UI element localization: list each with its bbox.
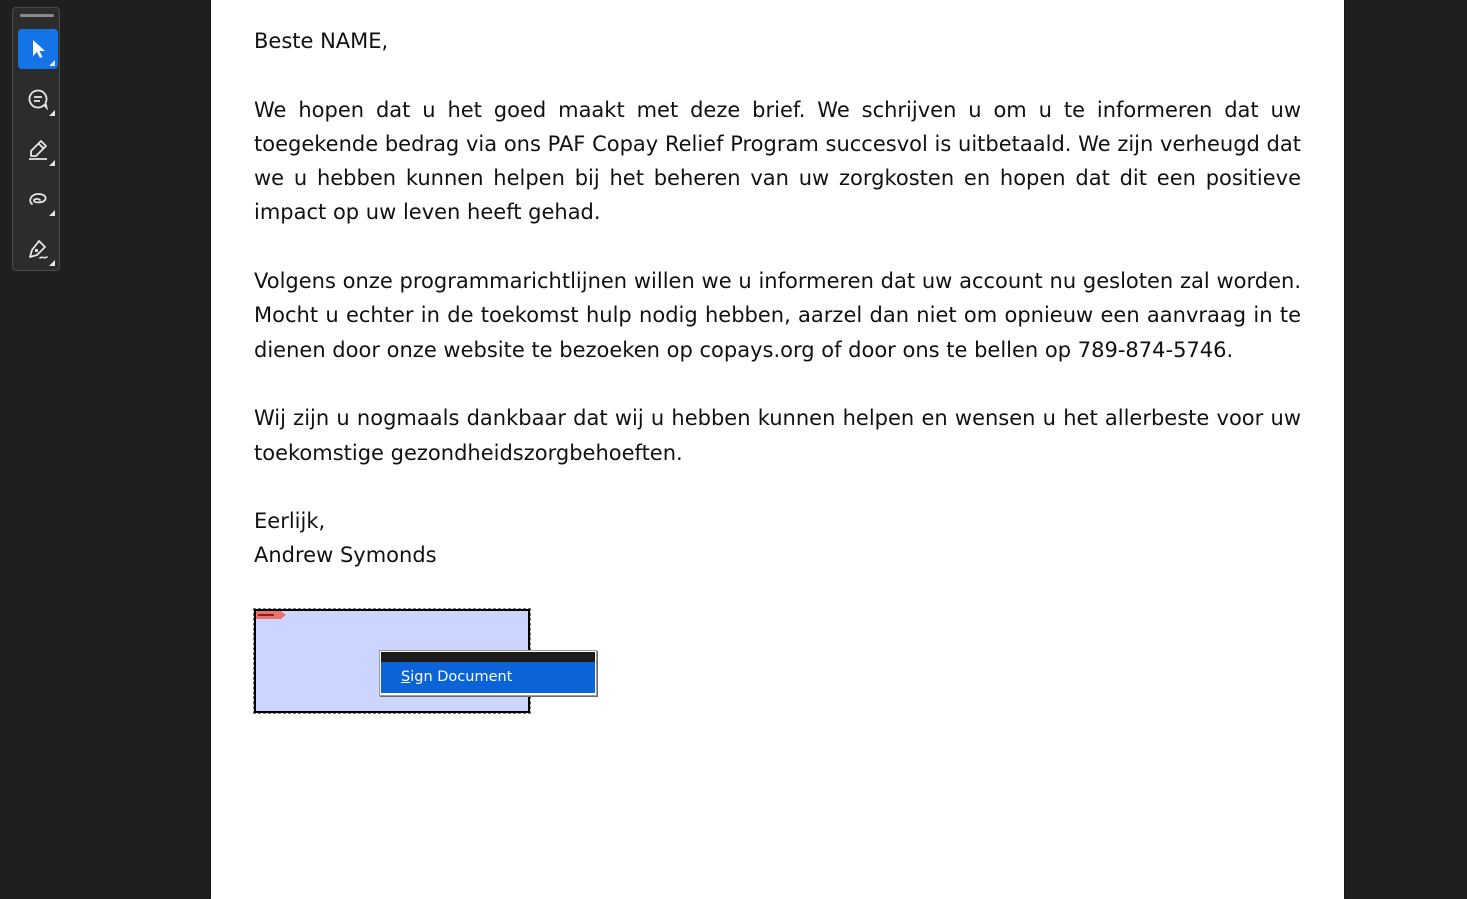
sign-tool-button[interactable] — [18, 229, 58, 269]
tool-menu-corner — [49, 210, 55, 216]
arrow-pointer-icon — [26, 37, 50, 61]
draw-tool-button[interactable] — [18, 179, 58, 219]
letter-closing: Eerlijk, — [254, 509, 326, 534]
menu-item-label: ign Document — [410, 669, 513, 685]
highlight-tool-button[interactable] — [18, 129, 58, 169]
comment-tool-button[interactable] — [18, 79, 58, 119]
comment-icon — [26, 87, 50, 111]
tool-menu-corner — [49, 260, 55, 266]
pen-sign-icon — [26, 237, 50, 261]
sign-document-menu-item[interactable] — [381, 662, 595, 693]
tool-palette — [12, 7, 60, 271]
tool-menu-corner — [49, 110, 55, 116]
document-page — [211, 0, 1344, 899]
tool-menu-corner — [49, 60, 55, 66]
letter-greeting: Beste NAME, — [254, 29, 389, 53]
pen-highlight-icon — [26, 137, 50, 161]
signature-flag-icon — [256, 611, 286, 619]
context-menu — [379, 650, 597, 696]
letter-paragraph: We hopen dat u het goed maakt met deze brief. We schrijven u om u te informeren dat uw toegekende bedrag via ons PAF Copay Relief Program succesvol is uitbetaald. We zijn verheugd dat we u hebben kunnen helpen bij het beheren van uw zorgkosten en hopen dat dit een positieve impact op uw leven heeft gehad. — [254, 97, 1301, 225]
letter-paragraph: Volgens onze programmarichtlijnen willen we u informeren dat uw account nu gesloten zal worden. Mocht u echter in de toekomst hulp nodig hebben, aarzel dan niet om opnieuw een aanvraag in te dienen door onze website te bezoeken op copays.org of door ons te bellen op 789-874-5746. — [254, 269, 1301, 362]
menu-item-mnemonic: S — [401, 669, 411, 685]
context-menu-header — [381, 652, 595, 662]
letter-paragraph: Wij zijn u nogmaals dankbaar dat wij u hebben kunnen helpen en wensen u het allerbeste voor uw toekomstige gezondheidszorgbehoeften. — [254, 406, 1301, 465]
palette-grip[interactable] — [20, 14, 54, 17]
select-tool-button[interactable] — [18, 29, 58, 69]
letter-body — [254, 24, 1301, 573]
tool-menu-corner — [49, 160, 55, 166]
letter-signer: Andrew Symonds — [254, 543, 437, 568]
freeform-draw-icon — [26, 187, 50, 211]
